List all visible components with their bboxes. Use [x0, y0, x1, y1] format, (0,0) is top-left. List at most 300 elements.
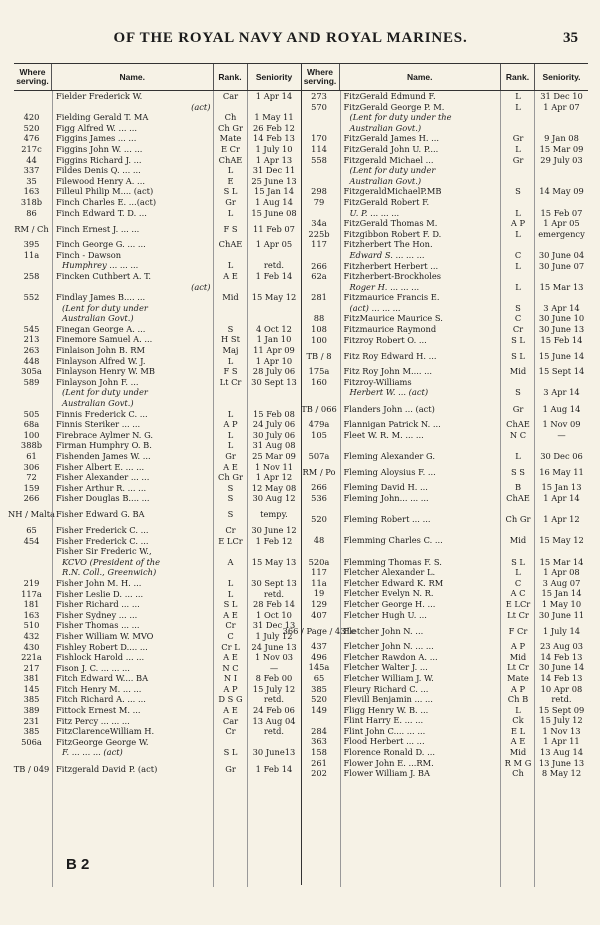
seniority-cell: 1 Aug 14 [542, 403, 581, 414]
name-cell: Figgins James ... ... [56, 133, 137, 144]
table-row [302, 610, 589, 621]
name-cell: (Lent for duty under the [349, 112, 452, 123]
seniority-cell [535, 123, 588, 134]
seniority-cell: 1 Feb 12 [255, 535, 293, 546]
name-cell: FitzGerald John U. P.... [343, 143, 439, 154]
rank-cell: L [227, 440, 234, 451]
where-serving-cell: 181 [23, 599, 40, 610]
name-cell: Australian Govt.) [62, 313, 134, 324]
table-row [14, 483, 301, 494]
where-serving-cell: 219 [23, 577, 40, 588]
where-serving-cell: 88 [313, 313, 325, 324]
seniority-cell: 14 Feb 13 [253, 133, 295, 144]
seniority-cell: 24 June 13 [251, 641, 297, 652]
name-cell: R.N. Coll., Greenwich) [62, 567, 157, 578]
rank-cell: A E [223, 270, 238, 281]
name-cell: FitzGerald George P. M. [343, 101, 445, 112]
name-cell: Fletcher John N. ... ... [343, 641, 434, 652]
rank-cell [214, 102, 248, 113]
rank-cell: E Cr [220, 143, 240, 154]
where-serving-cell [302, 440, 340, 451]
rank-cell: A E [223, 652, 238, 663]
seniority-cell: — [557, 429, 566, 440]
table-row [302, 324, 589, 335]
name-cell: Finlayson Henry W. MB [56, 366, 155, 377]
where-serving-cell: 175a [308, 366, 330, 377]
name-cell [340, 525, 502, 536]
rank-cell: L [515, 450, 521, 461]
seniority-cell: 1 Apr 11 [543, 736, 580, 747]
where-serving-cell: 149 [311, 704, 327, 715]
rank-cell: S [515, 387, 521, 398]
table-row [302, 387, 589, 398]
name-cell: (Lent for duty under [62, 387, 148, 398]
where-serving-cell: 420 [23, 112, 40, 123]
seniority-cell: 13 June 13 [538, 757, 585, 768]
rank-cell [501, 525, 535, 536]
rank-cell: L [515, 143, 521, 154]
name-cell: Filleul Philip M.... (act) [56, 186, 154, 197]
where-serving-cell: 145 [23, 683, 40, 694]
where-serving-cell: 61 [26, 451, 37, 461]
table-row [302, 557, 589, 568]
table-row [302, 694, 589, 705]
name-cell: Fisher Sir Frederic W., [56, 546, 152, 557]
rank-cell [214, 250, 248, 261]
name-cell: F. ... ... ... (act) [62, 747, 123, 758]
table-row [302, 504, 589, 515]
where-serving-cell: 225b [308, 228, 330, 239]
where-serving-cell: 395 [23, 239, 40, 250]
rank-cell: ChAE [506, 419, 530, 430]
table-row [302, 186, 589, 197]
where-serving-cell: 202 [311, 768, 327, 779]
seniority-cell: 13 Aug 14 [539, 747, 584, 758]
seniority-cell: retd. [263, 588, 285, 599]
name-cell: Flevill Benjamin ... ... [343, 694, 433, 705]
seniority-cell: 8 Feb 00 [255, 673, 293, 684]
seniority-cell: 15 Sept 14 [538, 366, 585, 377]
table-row [8, 504, 301, 525]
table-row [302, 747, 589, 758]
rank-cell: Cr [225, 524, 236, 535]
where-serving-cell: 108 [311, 324, 327, 335]
name-cell: FitzgeraldMichaelP.MB [343, 186, 442, 197]
where-serving-header: Where serving. [14, 64, 52, 90]
rank-cell: ChAE [218, 154, 243, 165]
name-cell: Fitzgibbon Robert F. D. [343, 228, 442, 239]
where-serving-cell: 536 [311, 493, 327, 503]
table-row [14, 334, 301, 345]
where-serving-cell: 114 [311, 143, 327, 154]
table-row [14, 91, 301, 102]
rank-cell: C [514, 249, 522, 260]
seniority-cell: 30 June 11 [538, 609, 585, 620]
where-serving-cell [302, 546, 340, 557]
seniority-cell: 1 July 14 [542, 625, 581, 636]
table-row [302, 736, 589, 747]
where-serving-cell: 217 [23, 662, 40, 673]
table-row [14, 610, 301, 621]
rank-cell: N I [223, 673, 238, 684]
left-column-header [14, 63, 301, 91]
rank-cell [501, 546, 535, 557]
seniority-cell: 30 Sept 13 [251, 376, 297, 387]
name-cell: Fletcher John N. ... [343, 625, 424, 636]
seniority-cell: 15 Mar 13 [539, 281, 584, 292]
rank-cell: L [515, 207, 521, 218]
table-row [14, 567, 301, 578]
table-row [14, 282, 301, 293]
table-row [14, 440, 301, 451]
where-serving-cell: 318b [20, 196, 43, 207]
rank-cell: L [227, 577, 234, 588]
seniority-cell [535, 546, 588, 557]
rank-cell [501, 165, 535, 176]
rank-cell: Gr [512, 154, 524, 165]
name-cell: Flint John C.... ... ... [343, 725, 426, 736]
rank-cell: Ch Gr [505, 514, 531, 525]
table-row [14, 313, 301, 324]
page-number: 35 [563, 30, 578, 46]
table-row [14, 694, 301, 705]
table-row [14, 345, 301, 356]
table-row [14, 409, 301, 420]
where-serving-cell: 48 [313, 535, 325, 546]
where-serving-cell: TB / 066 [301, 403, 337, 414]
name-cell [340, 440, 502, 451]
table-row [302, 197, 589, 208]
table-row [302, 652, 589, 663]
seniority-cell: 31 Aug 08 [252, 440, 296, 451]
where-serving-cell: 263 [23, 345, 40, 356]
table-row [302, 91, 589, 102]
where-serving-cell [14, 567, 52, 578]
where-serving-cell: 159 [23, 482, 40, 493]
table-row [14, 546, 301, 557]
where-serving-cell: 381 [23, 673, 40, 684]
seniority-cell: 1 May 10 [541, 598, 582, 609]
seniority-cell: 30 June13 [252, 747, 296, 758]
page-title: OF THE ROYAL NAVY AND ROYAL MARINES. [113, 30, 468, 46]
rank-cell [501, 271, 535, 282]
where-serving-cell: 552 [23, 292, 40, 303]
name-cell: Fishenden James W. ... [56, 451, 151, 461]
where-serving-cell: 430 [23, 641, 40, 652]
name-cell: Fildes Denis Q. ... ... [56, 165, 141, 176]
rank-cell: S L [511, 556, 525, 567]
table-row [14, 303, 301, 314]
rank-cell: A P [510, 683, 526, 694]
table-row [302, 208, 589, 219]
where-serving-cell [14, 557, 52, 568]
table-row [302, 303, 589, 314]
name-cell: Fletcher George H. ... [343, 598, 436, 609]
where-serving-cell [302, 112, 340, 123]
table-row [14, 673, 301, 684]
name-cell: (act) [191, 101, 211, 112]
table-row [14, 525, 301, 536]
where-serving-cell: 129 [311, 598, 327, 609]
name-cell: (act) ... ... ... [349, 302, 401, 313]
name-cell: Finlayson John F. ... [56, 376, 139, 387]
rank-cell: Ch B [507, 694, 529, 705]
rank-cell [214, 737, 248, 748]
where-serving-cell [14, 102, 52, 113]
table-row [14, 218, 301, 239]
name-cell: Fisher Edward G. BA [56, 509, 145, 520]
where-serving-cell: 496 [311, 651, 327, 662]
seniority-cell: 1 Apr 05 [255, 239, 293, 250]
name-cell: Fisher William W. MVO [56, 630, 154, 641]
where-serving-cell [14, 282, 52, 293]
seniority-cell: retd. [263, 726, 285, 737]
where-serving-cell [14, 546, 52, 557]
where-serving-cell: 432 [23, 630, 40, 641]
seniority-cell: 15 May 12 [539, 535, 584, 546]
where-serving-cell [302, 176, 340, 187]
seniority-cell: 30 Dec 06 [540, 450, 583, 461]
seniority-cell: 14 Feb 13 [540, 651, 583, 662]
where-serving-cell: 221a [21, 652, 42, 663]
rank-cell [214, 303, 248, 314]
name-cell: Fitzherbert The Hon. [343, 239, 433, 250]
rank-cell: D S G [218, 694, 243, 705]
table-row [302, 599, 589, 610]
seniority-cell: 12 May 08 [251, 482, 297, 493]
table-row [302, 335, 589, 346]
table-row [14, 398, 301, 409]
name-cell: Flemming Charles C. ... [343, 535, 443, 546]
rank-cell: N C [222, 662, 239, 673]
name-cell: Fligg Henry W. B. ... [343, 704, 429, 715]
name-cell: Fielding Gerald T. MA [56, 112, 149, 123]
where-serving-cell [302, 303, 340, 314]
where-serving-cell: 79 [313, 196, 325, 207]
seniority-cell [248, 282, 301, 293]
rank-cell: F S [223, 223, 238, 234]
name-cell: Figgins Richard J. ... [56, 154, 142, 165]
seniority-cell: 1 Apr 08 [543, 567, 580, 578]
table-row [14, 726, 301, 737]
name-cell: Flemming Thomas F. S. [343, 556, 442, 567]
seniority-cell [535, 112, 588, 123]
seniority-cell [248, 102, 301, 113]
rank-cell: Lt Cr [219, 376, 242, 387]
rank-cell: Gr [225, 196, 236, 207]
where-serving-cell: 337 [23, 165, 40, 176]
rank-cell: A [227, 556, 234, 567]
seniority-cell: 1 Apr 05 [543, 218, 580, 229]
name-cell: FitzGeorge George W. [56, 736, 149, 747]
seniority-cell [535, 440, 588, 451]
seniority-cell: 24 July 06 [252, 419, 296, 430]
seniority-cell: 30 Aug 12 [252, 493, 296, 504]
seniority-cell: 15 Sept 09 [538, 704, 585, 715]
seniority-cell [248, 398, 301, 409]
seniority-cell [535, 271, 588, 282]
rank-cell: Mate [219, 133, 242, 144]
where-serving-cell: 507a [308, 450, 330, 461]
name-cell: FitzGerald Robert F. [343, 196, 430, 207]
seniority-header: Seniority [255, 71, 293, 82]
name-cell: Flanders John ... (act) [343, 403, 435, 414]
where-serving-cell: 366 / Page / 431c [282, 625, 356, 636]
table-row [14, 737, 301, 748]
seniority-cell [535, 239, 588, 250]
rank-cell: A P [223, 419, 238, 430]
seniority-cell [535, 292, 588, 303]
where-serving-cell: 145a [308, 662, 330, 673]
table-row [302, 705, 589, 716]
seniority-cell: 10 Apr 08 [540, 683, 583, 694]
rank-cell: S [227, 323, 234, 334]
seniority-cell: 1 Apr 07 [543, 101, 580, 112]
seniority-cell: retd. [263, 260, 285, 271]
seniority-cell: 30 June 12 [251, 524, 297, 535]
table-row [302, 673, 589, 684]
where-serving-cell: 258 [23, 270, 40, 281]
name-cell: Finch Ernest J. ... ... [56, 223, 140, 234]
where-serving-cell: 305a [21, 366, 42, 377]
name-cell: Herbert W. ... (act) [349, 387, 429, 398]
seniority-cell: 31 Dec 11 [252, 165, 296, 176]
name-cell [340, 504, 502, 515]
name-cell: FitzGerald James H. ... [343, 133, 440, 144]
name-cell: Fleet W. R. M. ... ... [343, 429, 424, 440]
name-header: Name. [52, 64, 214, 90]
name-cell: Flood Herbert ... ... [343, 736, 425, 747]
seniority-cell: 1 Feb 14 [255, 270, 293, 281]
seniority-cell [248, 567, 301, 578]
seniority-cell: 1 Nov 11 [254, 461, 294, 472]
rank-cell [501, 504, 535, 515]
name-cell: Fisher Frederick C. ... [56, 535, 149, 546]
table-row [302, 398, 589, 419]
name-cell: Fitzgerald David P. (act) [56, 763, 158, 774]
where-serving-cell: 213 [23, 334, 40, 345]
rank-cell: R M G [504, 757, 532, 768]
name-cell: Fison J. C. ... ... ... [56, 662, 130, 673]
name-cell: Edward S. ... ... ... [349, 249, 425, 260]
rank-cell: Ck [512, 715, 524, 726]
seniority-cell: 15 June 08 [251, 207, 297, 218]
rank-cell [501, 176, 535, 187]
where-serving-cell: 437 [311, 641, 327, 652]
where-serving-cell [14, 387, 52, 398]
rank-cell: L [227, 429, 234, 440]
seniority-header: Seniority. [542, 71, 581, 82]
seniority-cell: 15 Jan 14 [541, 588, 582, 599]
table-row [14, 387, 301, 398]
rank-cell: Gr [512, 133, 524, 144]
table-row [302, 229, 589, 240]
where-serving-cell [14, 313, 52, 324]
rank-cell [501, 292, 535, 303]
where-serving-cell: 117 [311, 239, 327, 250]
rank-cell: Gr [225, 451, 236, 461]
name-cell: Fitz Roy John M.... ... [343, 366, 433, 377]
table-row [302, 430, 589, 441]
where-serving-cell [302, 282, 340, 293]
table-row [14, 462, 301, 473]
table-row [302, 758, 589, 769]
table-row [302, 451, 589, 462]
seniority-cell: 1 May 11 [254, 112, 294, 123]
table-row [302, 493, 589, 504]
where-serving-cell [302, 387, 340, 398]
table-row [14, 599, 301, 610]
name-cell: Fletcher Walter J. ... [343, 662, 428, 673]
name-cell: U. P. ... ... ... [349, 207, 400, 218]
page-header [18, 30, 578, 47]
where-serving-cell: 11a [23, 249, 40, 260]
name-cell: Firman Humphry O. B. [56, 440, 152, 451]
seniority-cell: 25 June 13 [251, 175, 297, 186]
where-serving-cell: 476 [23, 133, 40, 144]
rank-cell [214, 387, 248, 398]
where-serving-cell: 298 [311, 186, 327, 197]
seniority-cell [535, 504, 588, 515]
left-rows [8, 91, 301, 887]
name-cell: Fisher Albert E. ... ... [56, 461, 145, 472]
name-cell: KCVO (President of the [62, 556, 161, 567]
seniority-cell: 23 Aug 03 [539, 641, 584, 652]
seniority-cell: 25 Mar 09 [252, 451, 296, 461]
rank-cell: Cr [512, 324, 524, 335]
rank-cell: S L [223, 747, 238, 758]
rank-cell: ChAE [506, 493, 530, 503]
name-cell: Fletcher William J. W. [343, 672, 434, 683]
rank-cell: Lt Cr [507, 662, 529, 673]
table-row [14, 578, 301, 589]
where-serving-cell: 266 [311, 482, 327, 493]
rank-cell: Mate [507, 672, 529, 683]
table-row [302, 440, 589, 451]
table-row [302, 102, 589, 113]
table-row [14, 123, 301, 134]
rank-cell: A E [223, 705, 238, 716]
table-row [302, 239, 589, 250]
where-serving-cell: 284 [311, 725, 327, 736]
rank-cell: S [227, 482, 234, 493]
table-row [302, 684, 589, 695]
seniority-cell [248, 546, 301, 557]
where-serving-cell: 520a [308, 556, 330, 567]
rank-cell: Lt Cr [507, 609, 529, 620]
seniority-cell: 3 Apr 14 [543, 387, 580, 398]
table-row [302, 165, 589, 176]
table-row [302, 123, 589, 134]
name-cell: Fitch Richard A. ... ... [56, 694, 146, 705]
seniority-cell: 30 Sept 13 [251, 577, 297, 588]
seniority-cell: 30 July 06 [252, 429, 296, 440]
rank-cell: Mid [509, 651, 527, 662]
rank-cell: L [515, 281, 521, 292]
seniority-cell: 1 Nov 09 [542, 419, 581, 430]
name-cell: Florence Ronald D. ... [343, 747, 435, 758]
rank-header: Rank. [501, 64, 535, 90]
rank-cell: S [515, 186, 521, 197]
left-column [8, 63, 302, 885]
rank-cell [501, 123, 535, 134]
seniority-cell: 15 Jan 14 [253, 186, 294, 197]
rank-cell [214, 398, 248, 409]
rank-cell [214, 546, 248, 557]
name-cell: Fisher Leslie D. ... ... [56, 588, 144, 599]
seniority-cell [535, 165, 588, 176]
name-cell: Firebrace Aylmer N. G. [56, 429, 154, 440]
